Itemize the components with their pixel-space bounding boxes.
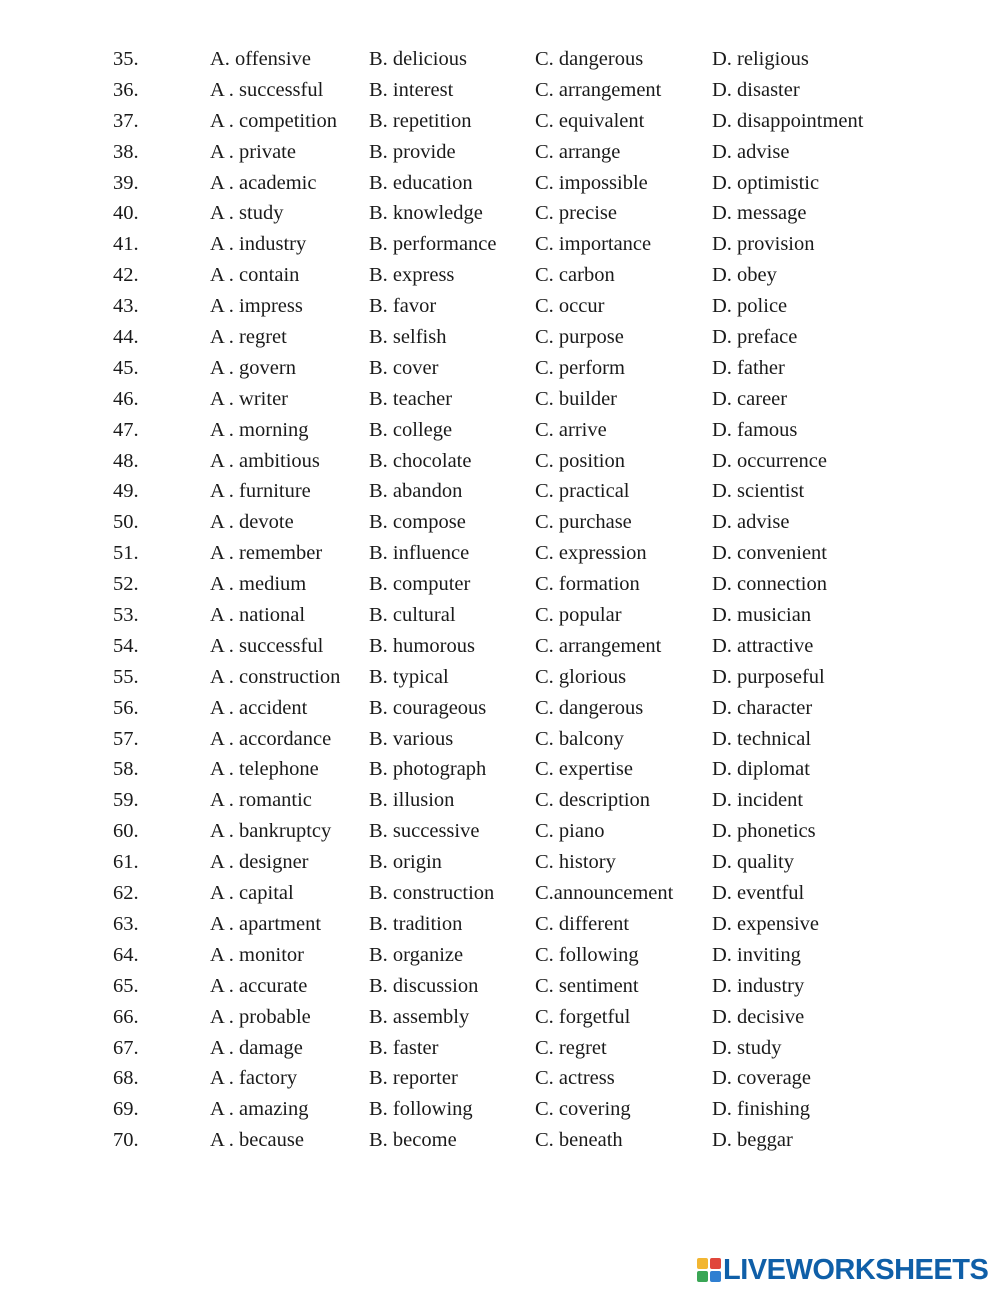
question-number: 48.	[113, 449, 139, 472]
option-d: D. advise	[712, 140, 790, 163]
question-row	[0, 415, 1000, 446]
option-d: D. father	[712, 356, 785, 379]
liveworksheets-logo	[697, 1255, 988, 1285]
option-a: A . accident	[210, 696, 308, 719]
question-row	[0, 168, 1000, 199]
option-a: A. offensive	[210, 48, 311, 70]
question-row	[0, 785, 1000, 816]
option-a: A . factory	[210, 1067, 298, 1090]
question-row	[0, 600, 1000, 631]
question-row	[0, 662, 1000, 693]
option-c: C. carbon	[535, 264, 615, 287]
option-d: D. message	[712, 202, 807, 225]
question-row	[0, 1063, 1000, 1094]
question-row	[0, 260, 1000, 291]
option-a: A . govern	[210, 356, 296, 379]
option-b: B. education	[369, 171, 473, 194]
option-a: A . writer	[210, 387, 288, 410]
question-row	[0, 106, 1000, 137]
option-a: A . accurate	[210, 974, 308, 997]
question-number: 66.	[113, 1005, 139, 1028]
option-d: D. obey	[712, 264, 777, 287]
question-number: 52.	[113, 573, 139, 596]
question-number: 42.	[113, 264, 139, 287]
option-d: D. scientist	[712, 480, 805, 503]
option-c: C. purpose	[535, 326, 624, 349]
option-b: B. knowledge	[369, 202, 483, 225]
option-b: B. abandon	[369, 480, 463, 503]
option-b: B. teacher	[369, 387, 453, 410]
option-b: B. origin	[369, 851, 442, 874]
option-d: D. career	[712, 387, 788, 410]
question-row	[0, 1094, 1000, 1125]
question-row	[0, 569, 1000, 600]
option-c: C. impossible	[535, 171, 648, 194]
option-b: B. following	[369, 1098, 473, 1121]
option-a: A . private	[210, 140, 296, 163]
option-a: A . furniture	[210, 480, 311, 503]
question-row	[0, 693, 1000, 724]
question-row	[0, 1002, 1000, 1033]
option-a: A . competition	[210, 109, 337, 132]
option-c: C. builder	[535, 387, 617, 410]
option-d: D. finishing	[712, 1098, 810, 1121]
question-number: 37.	[113, 109, 139, 132]
option-b: B. typical	[369, 665, 449, 688]
question-number: 60.	[113, 820, 139, 843]
option-b: B. discussion	[369, 974, 479, 997]
option-a: A . telephone	[210, 758, 319, 781]
option-a: A . monitor	[210, 943, 304, 966]
option-a: A . successful	[210, 78, 324, 101]
option-c: C. occur	[535, 295, 605, 318]
option-c: C. formation	[535, 573, 640, 596]
option-c: C. beneath	[535, 1129, 623, 1152]
question-number: 68.	[113, 1067, 139, 1090]
option-d: D. purposeful	[712, 665, 825, 688]
option-a: A . ambitious	[210, 449, 320, 472]
option-c: C. glorious	[535, 665, 627, 688]
option-a: A . medium	[210, 573, 307, 596]
logo-tile	[710, 1258, 721, 1269]
question-number: 57.	[113, 727, 139, 750]
option-d: D. provision	[712, 233, 815, 256]
option-c: C. regret	[535, 1036, 607, 1059]
option-c: C. arrange	[535, 140, 621, 163]
option-b: B. influence	[369, 542, 470, 565]
option-b: B. delicious	[369, 48, 467, 70]
question-row	[0, 384, 1000, 415]
question-row	[0, 44, 1000, 75]
question-number: 62.	[113, 882, 139, 905]
option-d: D. musician	[712, 604, 812, 627]
question-row	[0, 754, 1000, 785]
option-a: A . construction	[210, 665, 341, 688]
option-c: C. expertise	[535, 758, 633, 781]
option-a: A . damage	[210, 1036, 303, 1059]
question-row	[0, 940, 1000, 971]
question-number: 58.	[113, 758, 139, 781]
logo-text: LIVEWORKSHEETS	[723, 1254, 989, 1286]
option-c: C. perform	[535, 356, 625, 379]
option-a: A . amazing	[210, 1098, 309, 1121]
question-number: 70.	[113, 1129, 139, 1152]
option-b: B. interest	[369, 78, 454, 101]
question-number: 35.	[113, 48, 139, 70]
option-d: D. coverage	[712, 1067, 812, 1090]
question-row	[0, 1033, 1000, 1064]
option-c: C. covering	[535, 1098, 631, 1121]
question-number: 56.	[113, 696, 139, 719]
question-row	[0, 291, 1000, 322]
logo-tile	[697, 1271, 708, 1282]
question-number: 44.	[113, 326, 139, 349]
option-b: B. provide	[369, 140, 456, 163]
option-a: A . academic	[210, 171, 317, 194]
logo-tile	[710, 1271, 721, 1282]
option-c: C. actress	[535, 1067, 615, 1090]
question-number: 45.	[113, 356, 139, 379]
option-d: D. phonetics	[712, 820, 816, 843]
option-b: B. organize	[369, 943, 464, 966]
option-a: A . regret	[210, 326, 287, 349]
option-a: A . remember	[210, 542, 323, 565]
option-a: A . impress	[210, 295, 303, 318]
question-number: 50.	[113, 511, 139, 534]
option-b: B. compose	[369, 511, 466, 534]
option-b: B. chocolate	[369, 449, 472, 472]
option-d: D. incident	[712, 789, 804, 812]
question-number: 47.	[113, 418, 139, 441]
question-number: 67.	[113, 1036, 139, 1059]
question-row	[0, 75, 1000, 106]
option-c: C. arrive	[535, 418, 607, 441]
question-number: 39.	[113, 171, 139, 194]
option-b: B. performance	[369, 233, 497, 256]
option-b: B. assembly	[369, 1005, 470, 1028]
question-number: 65.	[113, 974, 139, 997]
option-b: B. courageous	[369, 696, 487, 719]
question-row	[0, 1125, 1000, 1156]
question-number: 40.	[113, 202, 139, 225]
option-d: D. disappointment	[712, 109, 864, 132]
question-row	[0, 229, 1000, 260]
option-d: D. preface	[712, 326, 798, 349]
question-row	[0, 538, 1000, 569]
option-d: D. convenient	[712, 542, 827, 565]
option-b: B. various	[369, 727, 454, 750]
question-number: 61.	[113, 851, 139, 874]
option-c: C. arrangement	[535, 78, 662, 101]
option-b: B. cover	[369, 356, 439, 379]
option-a: A . study	[210, 202, 284, 225]
option-d: D. connection	[712, 573, 827, 596]
option-d: D. optimistic	[712, 171, 820, 194]
option-d: D. industry	[712, 974, 805, 997]
option-d: D. police	[712, 295, 788, 318]
option-a: A . apartment	[210, 912, 322, 935]
logo-tiles-icon	[697, 1258, 721, 1282]
option-a: A . probable	[210, 1005, 311, 1028]
option-c: C. expression	[535, 542, 647, 565]
question-row	[0, 816, 1000, 847]
option-b: B. express	[369, 264, 455, 287]
option-c: C. different	[535, 912, 630, 935]
option-b: B. selfish	[369, 326, 447, 349]
option-a: A . devote	[210, 511, 294, 534]
option-a: A . morning	[210, 418, 309, 441]
question-number: 49.	[113, 480, 139, 503]
option-d: D. study	[712, 1036, 782, 1059]
option-c: C. position	[535, 449, 625, 472]
option-a: A . successful	[210, 634, 324, 657]
option-b: B. cultural	[369, 604, 456, 627]
option-c: C. description	[535, 789, 651, 812]
option-d: D. diplomat	[712, 758, 810, 781]
option-b: B. humorous	[369, 634, 475, 657]
question-row	[0, 909, 1000, 940]
option-c: C. importance	[535, 233, 652, 256]
option-c: C. balcony	[535, 727, 624, 750]
question-number: 51.	[113, 542, 139, 565]
option-a: A . bankruptcy	[210, 820, 332, 843]
option-a: A . accordance	[210, 727, 332, 750]
question-row	[0, 724, 1000, 755]
option-b: B. reporter	[369, 1067, 458, 1090]
question-row	[0, 878, 1000, 909]
option-d: D. beggar	[712, 1129, 793, 1152]
question-list	[0, 44, 1000, 1156]
question-number: 59.	[113, 789, 139, 812]
question-number: 55.	[113, 665, 139, 688]
option-b: B. repetition	[369, 109, 472, 132]
option-b: B. illusion	[369, 789, 455, 812]
option-d: D. inviting	[712, 943, 801, 966]
option-c: C. dangerous	[535, 696, 644, 719]
question-number: 36.	[113, 78, 139, 101]
option-d: D. attractive	[712, 634, 814, 657]
question-number: 54.	[113, 634, 139, 657]
option-b: B. photograph	[369, 758, 487, 781]
question-number: 43.	[113, 295, 139, 318]
option-d: D. advise	[712, 511, 790, 534]
question-number: 46.	[113, 387, 139, 410]
option-c: C. equivalent	[535, 109, 645, 132]
option-d: D. character	[712, 696, 813, 719]
option-a: A . designer	[210, 851, 309, 874]
question-row	[0, 353, 1000, 384]
option-c: C. forgetful	[535, 1005, 631, 1028]
option-d: D. famous	[712, 418, 798, 441]
question-number: 69.	[113, 1098, 139, 1121]
question-number: 38.	[113, 140, 139, 163]
question-number: 41.	[113, 233, 139, 256]
question-row	[0, 631, 1000, 662]
option-a: A . national	[210, 604, 306, 627]
option-c: C. dangerous	[535, 48, 644, 70]
question-row	[0, 198, 1000, 229]
option-d: D. expensive	[712, 912, 820, 935]
option-d: D. disaster	[712, 78, 800, 101]
option-d: D. quality	[712, 851, 794, 874]
option-b: B. successive	[369, 820, 480, 843]
logo-tile	[697, 1258, 708, 1269]
option-d: D. religious	[712, 48, 809, 70]
option-c: C. precise	[535, 202, 617, 225]
option-d: D. technical	[712, 727, 812, 750]
option-b: B. favor	[369, 295, 437, 318]
question-row	[0, 137, 1000, 168]
option-a: A . because	[210, 1129, 304, 1152]
option-a: A . romantic	[210, 789, 312, 812]
question-number: 63.	[113, 912, 139, 935]
question-row	[0, 507, 1000, 538]
option-c: C. purchase	[535, 511, 632, 534]
option-c: C. practical	[535, 480, 630, 503]
option-d: D. eventful	[712, 882, 805, 905]
option-c: C. sentiment	[535, 974, 639, 997]
question-row	[0, 847, 1000, 878]
option-d: D. decisive	[712, 1005, 805, 1028]
option-b: B. faster	[369, 1036, 439, 1059]
option-a: A . capital	[210, 882, 294, 905]
option-c: C. piano	[535, 820, 605, 843]
question-row	[0, 322, 1000, 353]
question-number: 53.	[113, 604, 139, 627]
question-row	[0, 476, 1000, 507]
option-b: B. tradition	[369, 912, 463, 935]
option-c: C. following	[535, 943, 639, 966]
option-b: B. construction	[369, 882, 495, 905]
option-c: C. popular	[535, 604, 622, 627]
option-a: A . industry	[210, 233, 307, 256]
option-c: C. arrangement	[535, 634, 662, 657]
option-c: C.announcement	[535, 882, 674, 905]
option-b: B. college	[369, 418, 453, 441]
option-d: D. occurrence	[712, 449, 827, 472]
question-row	[0, 446, 1000, 477]
option-c: C. history	[535, 851, 616, 874]
option-a: A . contain	[210, 264, 300, 287]
question-row	[0, 971, 1000, 1002]
question-number: 64.	[113, 943, 139, 966]
option-b: B. computer	[369, 573, 471, 596]
option-b: B. become	[369, 1129, 457, 1152]
